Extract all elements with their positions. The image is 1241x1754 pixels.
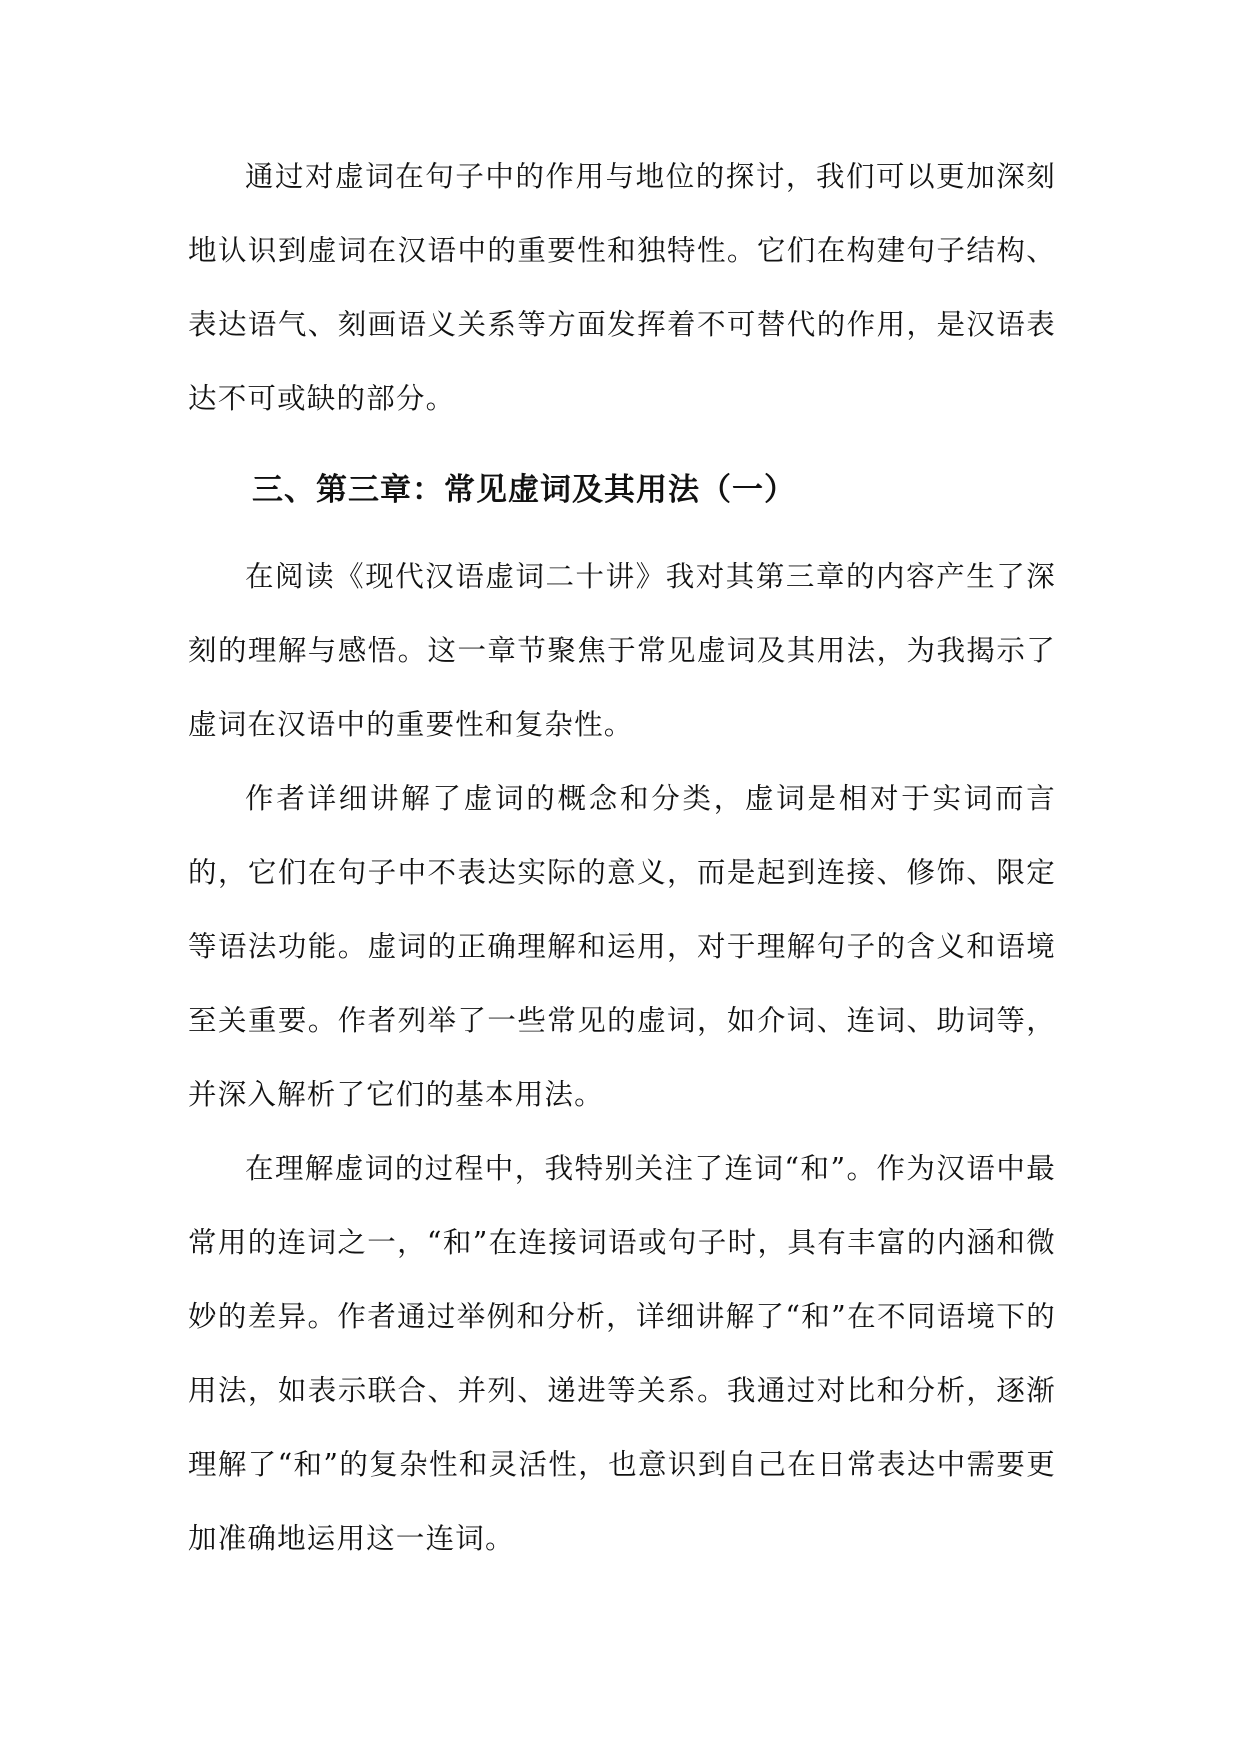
body-paragraph-3: 在理解虚词的过程中，我特别关注了连词“和”。作为汉语中最常用的连词之一，“和”在连接词语或句子时，具有丰富的内涵和微妙的差异。作者通过举例和分析，详细讲解了“和”在不同语境下的用法，如表示联合、并列、递进等关系。我通过对比和分析，逐渐理解了“和”的复杂性和灵活性，也意识到自己在日常表达中需要更加准确地运用这一连词。	[188, 1152, 1056, 1555]
chapter-heading: 三、第三章：常见虚词及其用法（一）	[252, 472, 796, 508]
body-paragraph-1: 在阅读《现代汉语虚词二十讲》我对其第三章的内容产生了深刻的理解与感悟。这一章节聚焦于常见虚词及其用法，为我揭示了虚词在汉语中的重要性和复杂性。	[188, 560, 1056, 741]
intro-paragraph: 通过对虚词在句子中的作用与地位的探讨，我们可以更加深刻地认识到虚词在汉语中的重要性和独特性。它们在构建句子结构、表达语气、刻画语义关系等方面发挥着不可替代的作用，是汉语表达不可或缺的部分。	[188, 160, 1056, 415]
document-body	[188, 140, 1056, 1576]
body-paragraph-2: 作者详细讲解了虚词的概念和分类，虚词是相对于实词而言的，它们在句子中不表达实际的意义，而是起到连接、修饰、限定等语法功能。虚词的正确理解和运用，对于理解句子的含义和语境至关重要。作者列举了一些常见的虚词，如介词、连词、助词等，并深入解析了它们的基本用法。	[188, 782, 1056, 1111]
